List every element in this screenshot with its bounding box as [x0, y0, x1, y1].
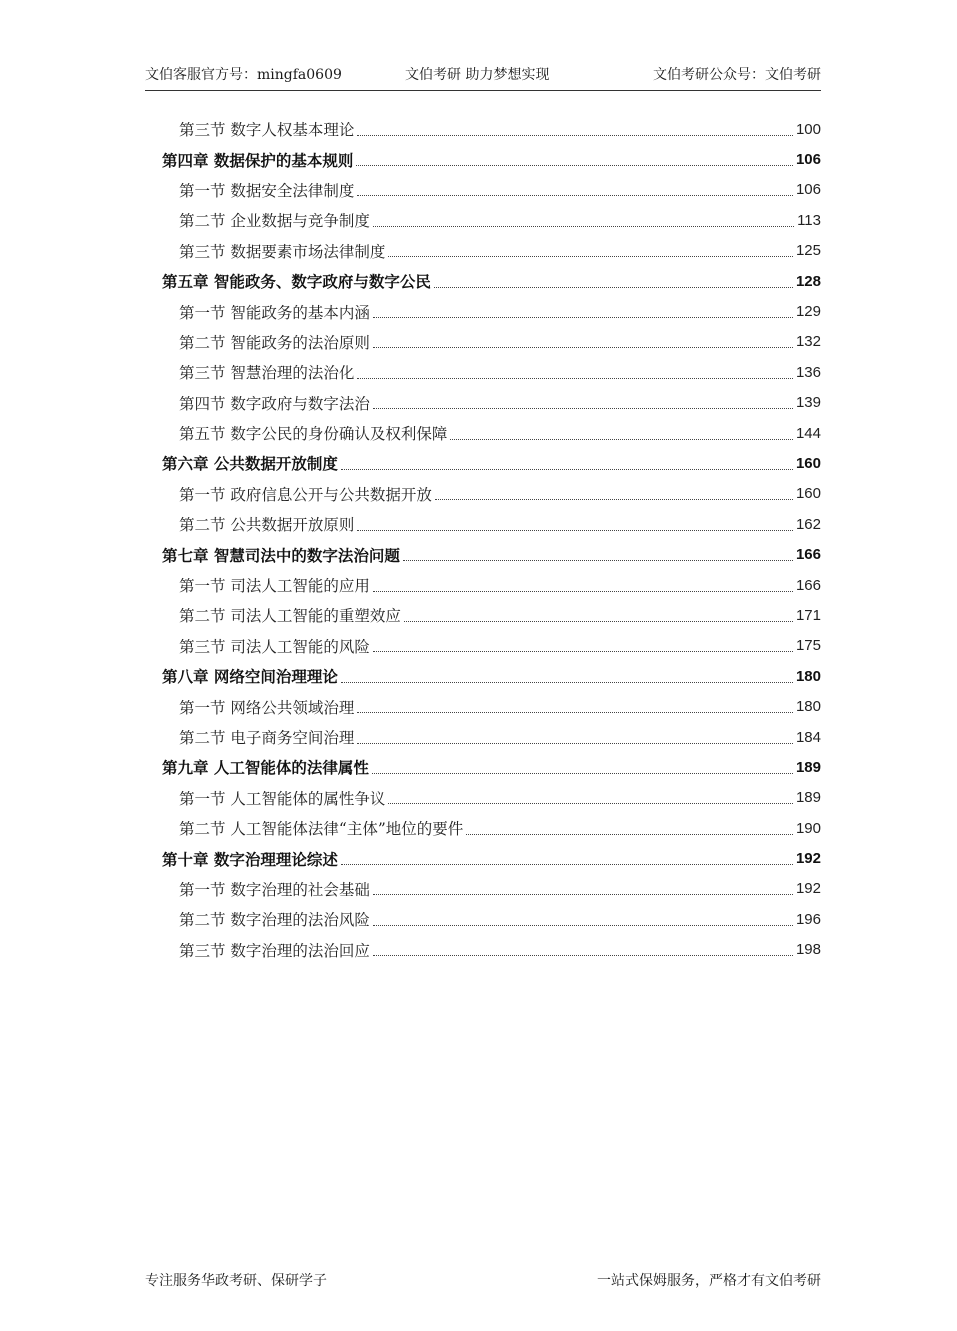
toc-section-entry[interactable]	[162, 874, 821, 904]
toc-page-number: 106	[795, 151, 821, 169]
toc-page-number: 160	[795, 485, 821, 503]
toc-page-number: 171	[795, 606, 821, 624]
dot-leader	[373, 226, 794, 227]
dot-leader	[373, 591, 793, 592]
toc-entry-title: 第五章 智能政务、数字政府与数字公民	[162, 272, 431, 292]
toc-page-number: 162	[795, 515, 821, 533]
footer-left-text: 专注服务华政考研、保研学子	[145, 1273, 327, 1289]
header-right-text: 文伯考研公众号：文伯考研	[653, 67, 821, 83]
dot-leader	[341, 864, 793, 865]
dot-leader	[372, 773, 793, 774]
dot-leader	[435, 499, 793, 500]
toc-page-number: 100	[795, 120, 821, 138]
toc-entry-title: 第三节 数字治理的法治回应	[179, 941, 370, 960]
toc-entry-title: 第五节 数字公民的身份确认及权利保障	[179, 425, 448, 444]
toc-entry-title: 第一节 数据安全法律制度	[179, 181, 355, 200]
header-divider	[145, 90, 821, 91]
toc-page-number: 189	[795, 758, 821, 776]
toc-section-entry[interactable]	[162, 479, 821, 509]
toc-chapter-entry[interactable]	[162, 843, 821, 873]
toc-section-entry[interactable]	[162, 904, 821, 934]
toc-section-entry[interactable]	[162, 175, 821, 205]
toc-entry-title: 第十章 数字治理理论综述	[162, 849, 338, 869]
toc-section-entry[interactable]	[162, 509, 821, 539]
dot-leader	[373, 925, 793, 926]
toc-chapter-entry[interactable]	[162, 661, 821, 691]
toc-page-number: 184	[795, 728, 821, 746]
dot-leader	[357, 743, 793, 744]
toc-chapter-entry[interactable]	[162, 539, 821, 569]
toc-page-number: 106	[795, 181, 821, 199]
toc-chapter-entry[interactable]	[162, 752, 821, 782]
dot-leader	[404, 621, 793, 622]
toc-section-entry[interactable]	[162, 357, 821, 387]
dot-leader	[450, 439, 793, 440]
dot-leader	[356, 165, 793, 166]
toc-entry-title: 第二节 司法人工智能的重塑效应	[179, 607, 401, 626]
dot-leader	[357, 530, 793, 531]
toc-section-entry[interactable]	[162, 205, 821, 235]
toc-section-entry[interactable]	[162, 114, 821, 144]
toc-section-entry[interactable]	[162, 418, 821, 448]
toc-entry-title: 第八章 网络空间治理理论	[162, 667, 338, 687]
dot-leader	[357, 378, 793, 379]
dot-leader	[466, 834, 793, 835]
dot-leader	[373, 408, 793, 409]
toc-page-number: 139	[795, 394, 821, 412]
dot-leader	[373, 317, 793, 318]
header-center-text: 文伯考研 助力梦想实现	[405, 67, 550, 83]
toc-entry-title: 第九章 人工智能体的法律属性	[162, 758, 369, 778]
toc-entry-title: 第七章 智慧司法中的数字法治问题	[162, 545, 400, 565]
dot-leader	[341, 682, 793, 683]
toc-section-entry[interactable]	[162, 691, 821, 721]
toc-entry-title: 第一节 人工智能体的属性争议	[179, 789, 386, 808]
toc-page-number: 128	[795, 272, 821, 290]
toc-entry-title: 第三节 司法人工智能的风险	[179, 637, 370, 656]
toc-entry-title: 第一节 司法人工智能的应用	[179, 577, 370, 596]
toc-page-number: 125	[795, 242, 821, 260]
toc-entry-title: 第三节 数字人权基本理论	[179, 121, 355, 140]
toc-section-entry[interactable]	[162, 783, 821, 813]
toc-page-number: 113	[797, 211, 821, 229]
toc-section-entry[interactable]	[162, 935, 821, 965]
toc-section-entry[interactable]	[162, 813, 821, 843]
dot-leader	[341, 469, 793, 470]
toc-entry-title: 第三节 智慧治理的法治化	[179, 364, 355, 383]
toc-page-number: 175	[795, 637, 821, 655]
toc-page-number: 136	[795, 363, 821, 381]
toc-section-entry[interactable]	[162, 236, 821, 266]
toc-entry-title: 第四章 数据保护的基本规则	[162, 150, 354, 170]
toc-entry-title: 第二节 企业数据与竞争制度	[179, 212, 370, 231]
toc-page-number: 132	[795, 333, 821, 351]
toc-page-number: 129	[795, 303, 821, 321]
toc-page-number: 144	[795, 424, 821, 442]
toc-entry-title: 第二节 人工智能体法律“主体”地位的要件	[179, 820, 464, 839]
toc-entry-title: 第二节 电子商务空间治理	[179, 729, 355, 747]
toc-section-entry[interactable]	[162, 327, 821, 357]
toc-page-number: 198	[795, 941, 821, 959]
toc-page-number: 166	[795, 576, 821, 594]
toc-page-number: 192	[795, 880, 821, 898]
toc-section-entry[interactable]	[162, 388, 821, 418]
toc-chapter-entry[interactable]	[162, 448, 821, 478]
header-left-text: 文伯客服官方号：mingfa0609	[145, 67, 342, 83]
page-header	[145, 62, 821, 86]
toc-page-number: 189	[795, 789, 821, 807]
dot-leader	[388, 803, 793, 804]
toc-section-entry[interactable]	[162, 296, 821, 326]
toc-entry-title: 第一节 数字治理的社会基础	[179, 880, 370, 899]
toc-chapter-entry[interactable]	[162, 144, 821, 174]
dot-leader	[388, 256, 793, 257]
toc-entry-title: 第六章 公共数据开放制度	[162, 454, 338, 474]
page-footer	[145, 1270, 821, 1292]
toc-section-entry[interactable]	[162, 570, 821, 600]
toc-entry-title: 第一节 智能政务的基本内涵	[179, 303, 370, 322]
footer-right-text: 一站式保姆服务，严格才有文伯考研	[597, 1273, 821, 1289]
toc-section-entry[interactable]	[162, 722, 821, 752]
toc-page-number: 190	[795, 819, 821, 837]
toc-chapter-entry[interactable]	[162, 266, 821, 296]
toc-entry-title: 第四节 数字政府与数字法治	[179, 394, 370, 413]
dot-leader	[357, 195, 793, 196]
dot-leader	[373, 894, 793, 895]
dot-leader	[434, 287, 793, 288]
dot-leader	[373, 955, 793, 956]
toc-page-number: 180	[795, 667, 821, 685]
toc-section-entry[interactable]	[162, 600, 821, 630]
toc-page-number: 166	[795, 546, 821, 564]
toc-entry-title: 第一节 网络公共领域治理	[179, 698, 355, 717]
dot-leader	[373, 651, 793, 652]
toc-entry-title: 第二节 数字治理的法治风险	[179, 911, 370, 930]
toc-entry-title: 第二节 智能政务的法治原则	[179, 333, 370, 352]
table-of-contents	[162, 114, 821, 965]
toc-page-number: 192	[795, 850, 821, 868]
toc-page-number: 160	[795, 454, 821, 472]
toc-entry-title: 第三节 数据要素市场法律制度	[179, 242, 386, 261]
toc-page-number: 196	[795, 910, 821, 928]
dot-leader	[373, 347, 793, 348]
toc-section-entry[interactable]	[162, 631, 821, 661]
dot-leader	[403, 560, 793, 561]
toc-page-number: 180	[795, 698, 821, 716]
toc-entry-title: 第一节 政府信息公开与公共数据开放	[179, 485, 432, 504]
toc-entry-title: 第二节 公共数据开放原则	[179, 516, 355, 535]
dot-leader	[357, 712, 793, 713]
dot-leader	[357, 135, 793, 136]
